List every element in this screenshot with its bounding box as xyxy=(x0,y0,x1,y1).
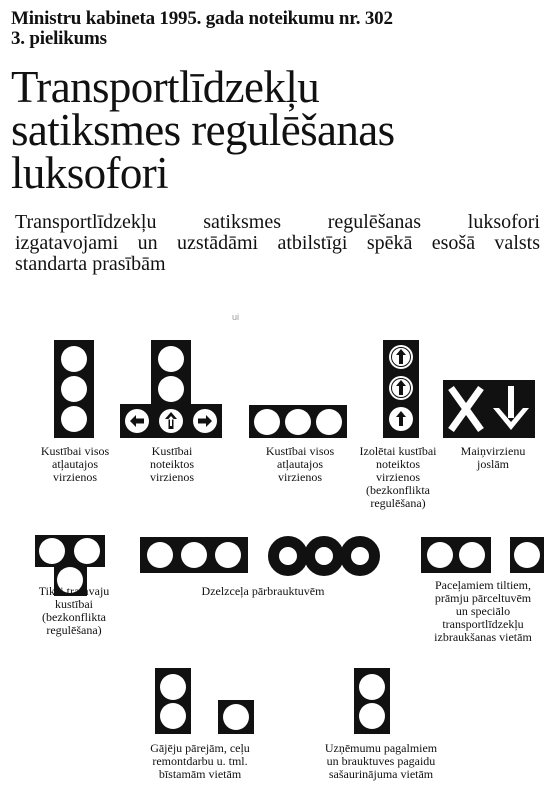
caption-line: remontdarbu u. tml. xyxy=(152,754,248,768)
signal-lamp xyxy=(427,542,453,568)
caption-line: Tikai tramvaju xyxy=(38,584,110,598)
signal-arrow-lamps xyxy=(383,340,419,438)
arrow-up-icon xyxy=(389,345,413,369)
intro-line-1: Transportlīdzekļu satiksmes regulēšanas luksofori xyxy=(15,211,540,233)
signal-lamp xyxy=(514,542,540,568)
signal-vertical-3 xyxy=(54,340,94,438)
arrow-down-icon xyxy=(493,386,529,430)
signal-lamp xyxy=(359,674,385,700)
signal-lamp xyxy=(61,376,87,402)
signal-lamp xyxy=(316,409,342,435)
signal-lamp xyxy=(459,542,485,568)
document-header xyxy=(11,9,393,49)
caption-pedestrian xyxy=(130,742,270,781)
header-line-2: 3. pielikums xyxy=(11,28,107,49)
cross-icon xyxy=(451,388,481,430)
signal-lamp xyxy=(285,409,311,435)
signal-t-stem xyxy=(151,340,191,406)
caption-line: sašaurinājuma vietām xyxy=(328,767,434,781)
caption-line: virzienos xyxy=(150,470,194,484)
signal-lamp xyxy=(160,674,186,700)
signal-pedestrian-2 xyxy=(155,668,191,734)
caption-line: un speciālo xyxy=(455,604,511,618)
signal-enterprise-2 xyxy=(354,668,390,734)
signal-t-arrows xyxy=(120,404,222,438)
signal-lamp xyxy=(359,703,385,729)
caption-line: Gājēju pārejām, ceļu xyxy=(150,741,250,755)
intro-line-3: standarta prasībām xyxy=(15,253,166,275)
title-line-3: luksofori xyxy=(11,148,169,198)
signal-bridge-2 xyxy=(421,537,491,573)
intro-paragraph xyxy=(15,212,540,275)
caption-line: Kustībai visos xyxy=(40,444,110,458)
caption-line: atļautajos xyxy=(277,457,323,471)
signal-ring-lamp xyxy=(268,536,308,576)
caption-enterprise xyxy=(306,742,456,781)
caption-tram xyxy=(18,585,130,637)
caption-lane-control xyxy=(448,445,538,471)
signal-railway-3 xyxy=(140,537,248,573)
caption-line: regulēšana) xyxy=(46,623,102,637)
caption-line: regulēšana) xyxy=(370,496,426,510)
caption-line: (bezkonflikta xyxy=(42,610,106,624)
caption-line: Maiņvirzienu xyxy=(460,444,526,458)
signal-lane-control xyxy=(443,380,535,438)
caption-line: Kustībai visos xyxy=(265,444,335,458)
header-line-1: Ministru kabineta 1995. gada noteikumu nr. 302 xyxy=(11,8,393,29)
signal-lamp xyxy=(147,542,173,568)
caption-line: (bezkonflikta xyxy=(366,483,430,497)
caption-line: virzienos xyxy=(376,470,420,484)
signal-lamp xyxy=(215,542,241,568)
caption-all-directions-horizontal xyxy=(244,445,356,484)
signal-lamp xyxy=(223,704,249,730)
signal-lamp xyxy=(158,346,184,372)
caption-isolated-movement xyxy=(346,445,450,510)
caption-line: virzienos xyxy=(53,470,97,484)
signal-lamp xyxy=(61,346,87,372)
caption-line: Dzelzceļa pārbrauktuvēm xyxy=(201,584,325,598)
caption-line: transportlīdzekļu xyxy=(442,617,524,631)
signal-tram-top xyxy=(35,535,105,567)
caption-specific-directions xyxy=(130,445,214,484)
caption-line: Izolētai kustībai xyxy=(359,444,437,458)
signal-pedestrian-1 xyxy=(218,700,254,734)
signal-lamp xyxy=(39,538,65,564)
caption-line: noteiktos xyxy=(150,457,194,471)
caption-line: noteiktos xyxy=(376,457,420,471)
arrow-up-icon xyxy=(389,407,413,431)
caption-line: atļautajos xyxy=(52,457,98,471)
caption-line: joslām xyxy=(477,457,509,471)
signal-horizontal-3 xyxy=(249,405,347,438)
signal-lamp xyxy=(254,409,280,435)
title-line-2: satiksmes regulēšanas xyxy=(11,105,395,155)
stray-mark: ui xyxy=(232,312,240,322)
caption-bridges xyxy=(420,579,546,644)
signal-lamp xyxy=(61,406,87,432)
signal-ring-lamp xyxy=(304,536,344,576)
lane-control-symbols xyxy=(443,380,535,438)
signal-lamp xyxy=(160,703,186,729)
caption-line: kustībai xyxy=(55,597,93,611)
signal-ring-lamp xyxy=(340,536,380,576)
caption-line: Paceļamiem tiltiem, xyxy=(435,578,531,592)
intro-line-2: izgatavojami un uzstādāmi atbilstīgi spēkā esošā valsts xyxy=(15,232,540,254)
signal-lamp xyxy=(181,542,207,568)
caption-line: virzienos xyxy=(278,470,322,484)
signal-bridge-1 xyxy=(510,537,544,573)
caption-line: prāmju pārceltuvēm xyxy=(434,591,532,605)
arrow-up-icon xyxy=(159,409,183,433)
caption-line: Kustībai xyxy=(151,444,193,458)
arrow-right-icon xyxy=(193,409,217,433)
caption-line: Uzņēmumu pagalmiem xyxy=(324,741,438,755)
arrow-left-icon xyxy=(125,409,149,433)
caption-line: un brauktuves pagaidu xyxy=(326,754,436,768)
caption-line: izbraukšanas vietām xyxy=(434,630,532,644)
title-line-1: Transportlīdzekļu xyxy=(11,62,320,112)
signal-lamp xyxy=(74,538,100,564)
arrow-up-icon xyxy=(389,376,413,400)
caption-railway xyxy=(178,585,348,598)
caption-line: bīstamām vietām xyxy=(158,767,242,781)
signal-t-bar xyxy=(120,404,222,438)
signal-lamp xyxy=(158,376,184,402)
page-title xyxy=(11,62,395,198)
caption-all-directions-vertical xyxy=(18,445,132,484)
signal-vertical-arrows xyxy=(383,340,419,438)
